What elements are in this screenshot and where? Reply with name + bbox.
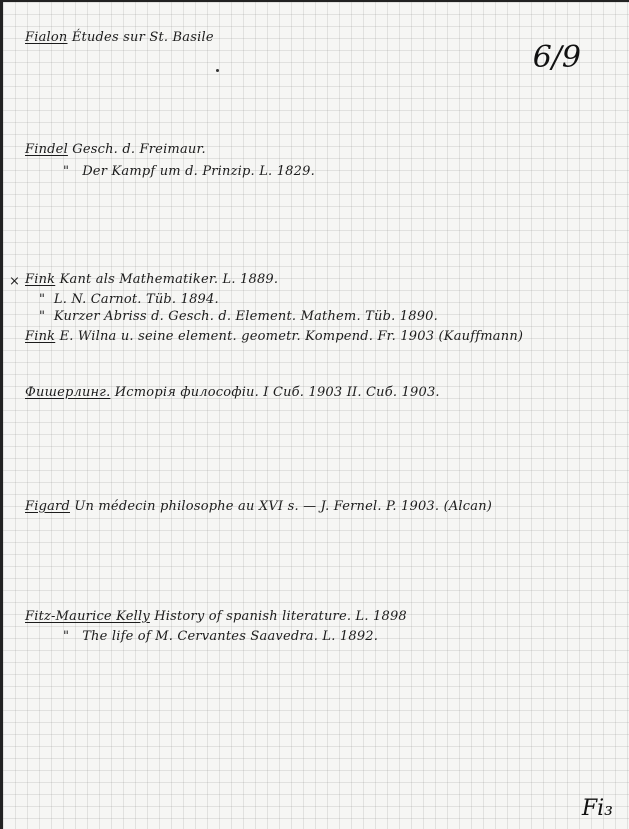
entry-figard: [25, 499, 492, 514]
entry-text: E. Wilna u. seine element. geometr. Kompend. Fr. 1903 (Kauffmann): [59, 329, 524, 344]
corner-label: Fi₃: [581, 796, 613, 821]
entry-fink-3: [39, 309, 438, 324]
entry-author: Фишерлинг.: [25, 385, 111, 400]
entry-fink: [25, 272, 278, 287]
entry-fitz-maurice: [25, 609, 407, 624]
ditto-mark: ": [39, 309, 46, 324]
entry-fink-4: [25, 329, 523, 344]
entry-fialon: [25, 30, 214, 45]
entry-fitz-maurice-2: [63, 629, 378, 644]
entry-author: Findel: [25, 142, 68, 157]
entry-author: Fialon: [25, 30, 68, 45]
ditto-mark: ": [63, 164, 70, 179]
entry-author: Fink: [25, 272, 56, 287]
entry-findel: [25, 142, 206, 157]
entry-text: L. N. Carnot. Tüb. 1894.: [53, 292, 219, 307]
entry-author: Fitz-Maurice Kelly: [25, 609, 150, 624]
entry-text: Der Kampf um d. Prinzip. L. 1829.: [82, 164, 315, 179]
entry-text: The life of M. Cervantes Saavedra. L. 1892.: [82, 629, 379, 644]
entry-russian: [25, 385, 440, 400]
entry-text: Études sur St. Basile: [71, 30, 214, 45]
cross-mark: ×: [9, 274, 20, 289]
entry-text: Gesch. d. Freimaur.: [72, 142, 206, 157]
entry-text: Kant als Mathematiker. L. 1889.: [59, 272, 279, 287]
ink-dot: [216, 69, 219, 72]
entry-text: Un médecin philosophe au XVI s. — J. Fernel. P. 1903. (Alcan): [74, 499, 493, 514]
entry-findel-2: [63, 164, 315, 179]
page-number: 6/9: [532, 40, 581, 75]
entry-fink-2: [39, 292, 219, 307]
entry-author: Fink: [25, 329, 56, 344]
entry-text: History of spanish literature. L. 1898: [154, 609, 407, 624]
entry-author: Figard: [25, 499, 70, 514]
entry-text: Kurzer Abriss d. Gesch. d. Element. Mathem. Tüb. 1890.: [53, 309, 438, 324]
ditto-mark: ": [63, 629, 70, 644]
entry-text: Исторія философіи. I Сиб. 1903 II. Сиб. 1903.: [114, 385, 440, 400]
ditto-mark: ": [39, 292, 46, 307]
